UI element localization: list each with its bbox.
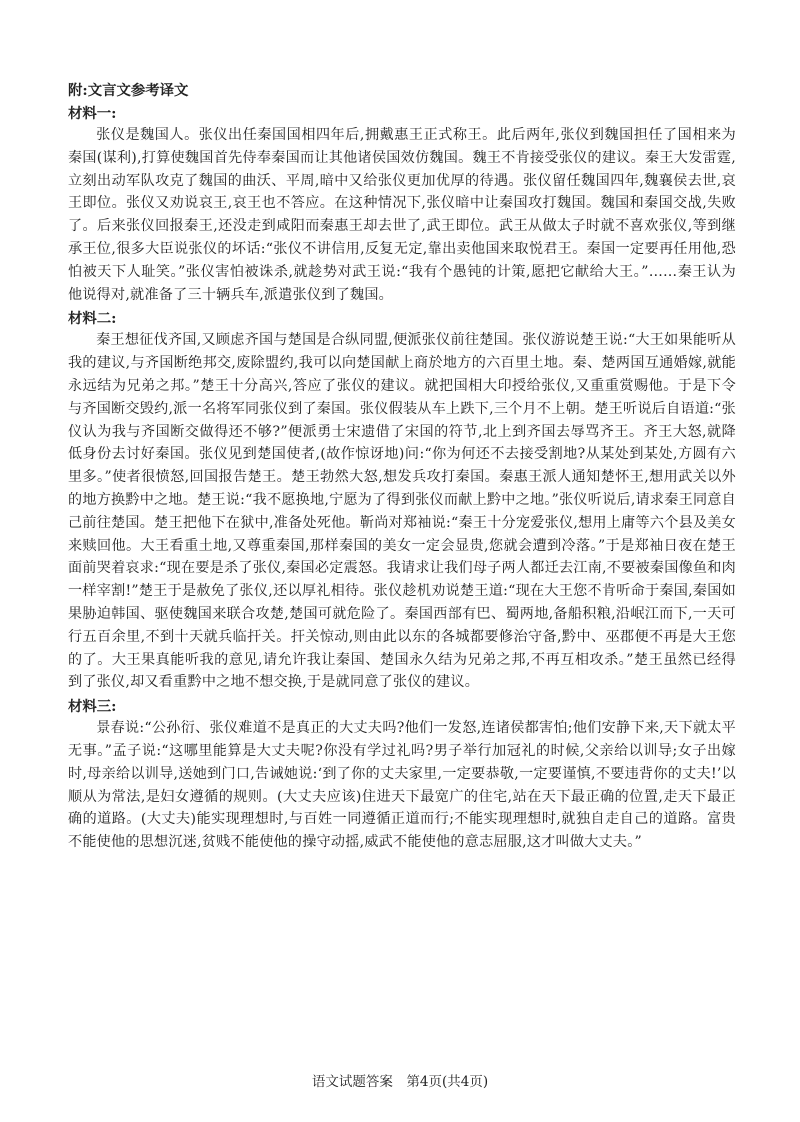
section-1-title: 材料一: [68, 105, 117, 122]
section-2-text: 秦王想征伐齐国,又顾虑齐国与楚国是合纵同盟,便派张仪前往楚国。张仪游说楚王说:“大王如果能听从我的建议,与齐国断绝邦交,废除盟约,我可以向楚国献上商於地方的六百里土地。秦、楚两国互通婚嫁,就能永远结为兄弟之邦。”楚王十分高兴,答应了张仪的建议。就把国相大印授给张仪,又重重赏赐他。于是下令与齐国断交毁约,派一名将军同张仪到了秦国。张仪假装从车上跌下,三个月不上朝。楚王听说后自语道:“张仪认为我与齐国断交做得还不够?”便派勇士宋遗借了宋国的符节,北上到齐国去辱骂齐王。齐王大怒,就降低身份去讨好秦国。张仪见到楚国使者,(故作惊讶地)问:“你为何还不去接受割地?从某处到某处,方圆有六里多。”使者很愤怒,回国报告楚王。楚王勃然大怒,想发兵攻打秦国。秦惠王派人通知楚怀王,想用武关以外的地方换黔中之地。楚王说:“我不愿换地,宁愿为了得到张仪而献上黔中之地。”张仪听说后,请求秦王同意自己前往楚国。楚王把他下在狱中,准备处死他。靳尚对郑袖说:“秦王十分宠爱张仪,想用上庸等六个县及美女来赎回他。大王看重土地,又尊重秦国,那样秦国的美女一定会显贵,您就会遭到冷落。”于是郑袖日夜在楚王面前哭着哀求:“现在要是杀了张仪,秦国必定震怒。我请求让我们母子两人都迁去江南,不要被秦国像鱼和肉一样宰割!”楚王于是赦免了张仪,还以厚礼相待。张仪趁机劝说楚王道:“现在大王您不肯听命于秦国,秦国如果胁迫韩国、驱使魏国来联合攻楚,楚国可就危险了。秦国西部有巴、蜀两地,备船积粮,沿岷江而下,一天可行五百余里,不到十天就兵临扞关。扞关惊动,则由此以东的各城都要修治守备,黔中、巫郡便不再是大王您的了。大王果真能听我的意见,请允许我让秦国、楚国永久结为兄弟之邦,不再互相攻杀。”楚王虽然已经得到了张仪,却又看重黔中之地不想交换,于是就同意了张仪的建议。 [68, 332, 736, 691]
document-body [68, 80, 736, 854]
section-1-text: 张仪是魏国人。张仪出任秦国国相四年后,拥戴惠王正式称王。此后两年,张仪到魏国担任了国相来为秦国(谋利),打算使魏国首先侍奉秦国而让其他诸侯国效仿魏国。魏王不肯接受张仪的建议。秦王大发雷霆,立刻出动军队攻克了魏国的曲沃、平周,暗中又给张仪更加优厚的待遇。张仪留任魏国四年,魏襄侯去世,哀王即位。张仪又劝说哀王,哀王也不答应。在这种情况下,张仪暗中让秦国攻打魏国。魏国和秦国交战,失败了。后来张仪回报秦王,还没走到咸阳而秦惠王却去世了,武王即位。武王从做太子时就不喜欢张仪,等到继承王位,很多大臣说张仪的坏话:“张仪不讲信用,反复无定,靠出卖他国来取悦君王。秦国一定要再任用他,恐怕被天下人耻笑。”张仪害怕被诛杀,就趁势对武王说:“我有个愚钝的计策,愿把它献给大王。”……秦王认为他说得对,就准备了三十辆兵车,派遣张仪到了魏国。 [68, 127, 736, 303]
page-footer: 语文试题答案 第4页(共4页) [311, 1074, 489, 1090]
section-2-title: 材料二: [68, 310, 117, 328]
section-3-text: 景春说:“公孙衍、张仪难道不是真正的大丈夫吗?他们一发怒,连诸侯都害怕;他们安静下来,天下就太平无事。”孟子说:“这哪里能算是大丈夫呢?你没有学过礼吗?男子举行加冠礼的时候,父亲给以训导;女子出嫁时,母亲给以训导,送她到门口,告诫她说:‘到了你的丈夫家里,一定要恭敬,一定要谨慎,不要违背你的丈夫!’以顺从为常法,是妇女遵循的规则。(大丈夫应该)住进天下最宽广的住宅,站在天下最正确的位置,走天下最正确的道路。(大丈夫)能实现理想时,与百姓一同遵循正道而行;不能实现理想时,就独自走自己的道路。富贵不能使他的思想沉迷,贫贱不能使他的操守动摇,威武不能使他的意志屈服,这才叫做大丈夫。” [68, 720, 736, 851]
section-3-title: 材料三: [68, 698, 117, 716]
document-heading: 附:文言文参考译文 [68, 82, 189, 99]
